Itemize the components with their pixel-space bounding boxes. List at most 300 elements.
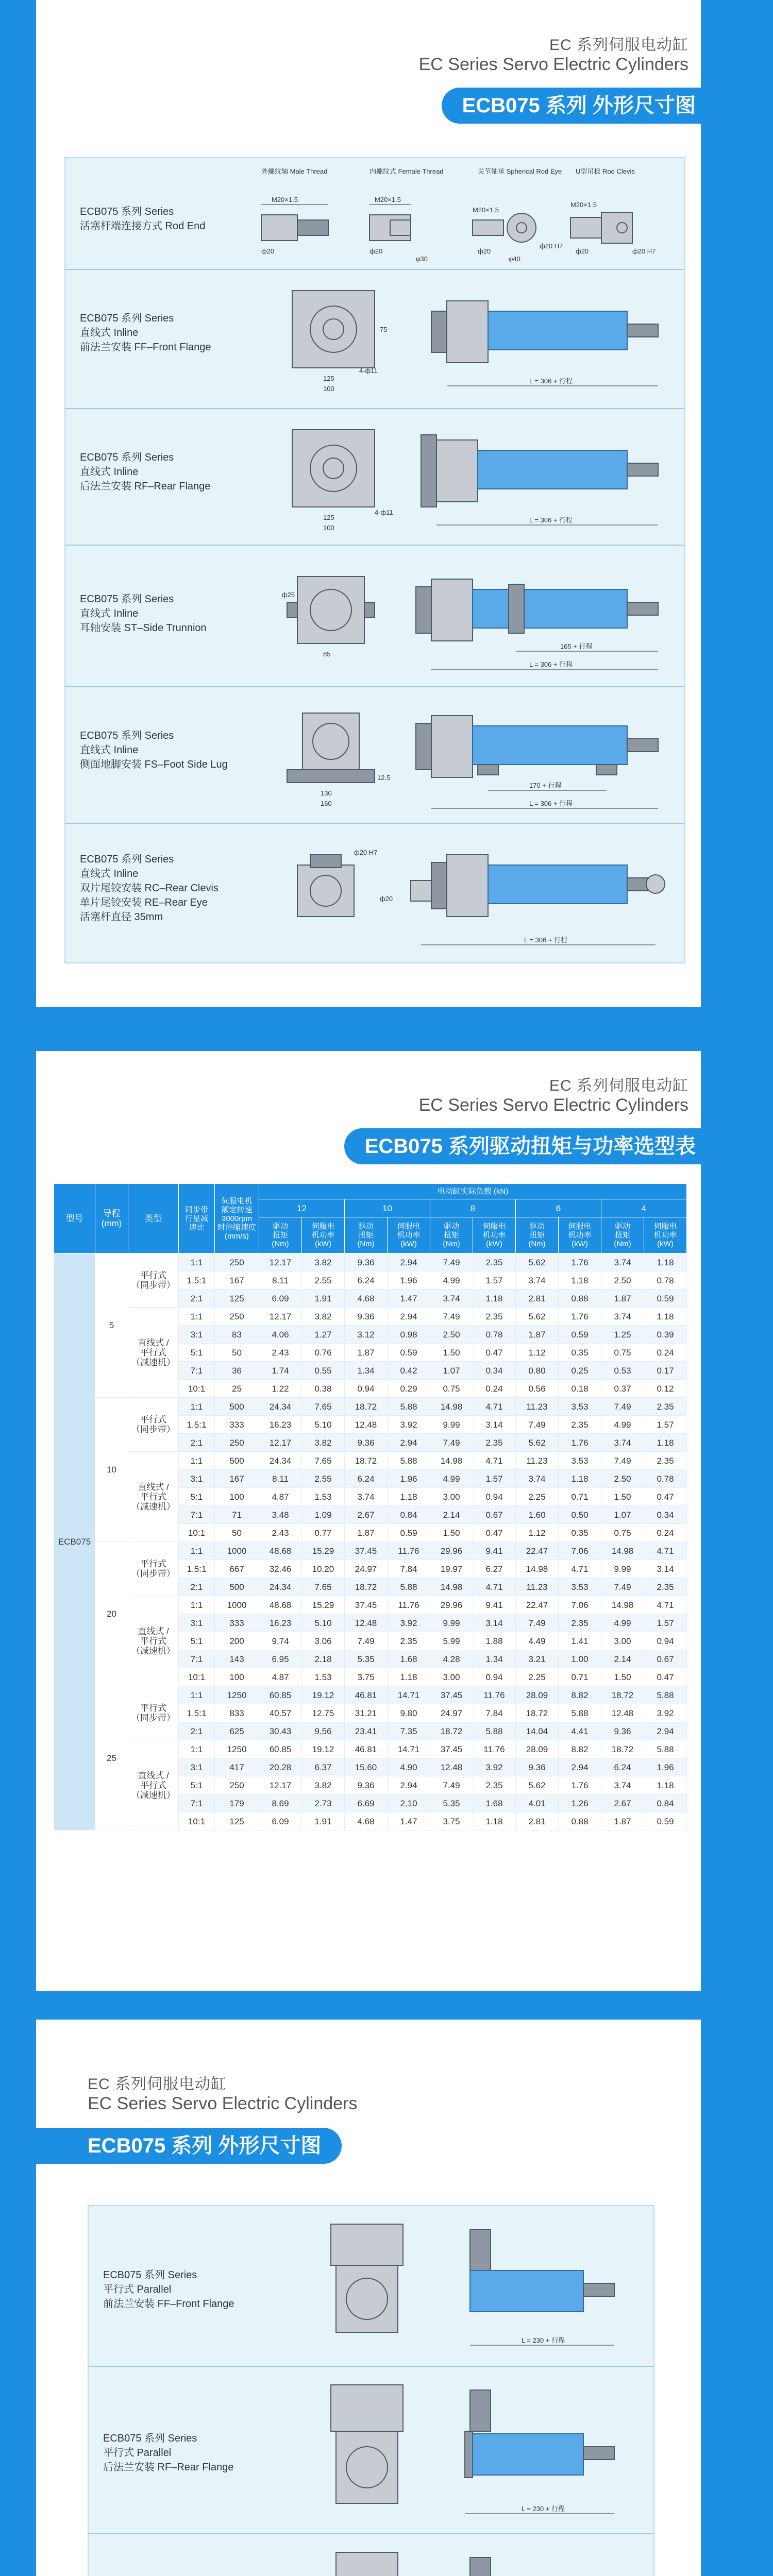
side-trunnion-drawing (282, 556, 674, 680)
ratio-cell: 1.5:1 (179, 1416, 215, 1434)
power-cell: 14.71 (388, 1740, 430, 1758)
torque-cell: 1.07 (601, 1506, 644, 1524)
torque-cell: 28.09 (516, 1686, 559, 1704)
power-cell: 1.91 (302, 1290, 345, 1308)
power-cell: 4.71 (644, 1596, 687, 1614)
power-cell: 1.68 (473, 1794, 516, 1812)
dim-75: 75 (380, 326, 388, 333)
table-row (54, 1253, 687, 1272)
power-cell: 0.71 (559, 1668, 601, 1686)
rod-end-label-clevis: U型吊板 Rod Clevis (576, 167, 635, 175)
power-cell: 3.92 (388, 1614, 430, 1632)
power-cell: 1.18 (644, 1434, 687, 1452)
power-cell: 0.88 (559, 1290, 601, 1308)
power-cell: 0.67 (644, 1650, 687, 1668)
ratio-cell: 2:1 (179, 1434, 215, 1452)
torque-cell: 5.99 (430, 1632, 473, 1650)
torque-cell: 24.34 (259, 1398, 302, 1416)
power-cell: 0.24 (644, 1524, 687, 1542)
torque-cell: 0.53 (601, 1362, 644, 1380)
torque-cell: 6.95 (259, 1650, 302, 1668)
torque-cell: 5.62 (516, 1776, 559, 1794)
torque-cell: 14.98 (516, 1560, 559, 1578)
power-cell: 1.18 (559, 1470, 601, 1488)
speed-cell: 100 (215, 1668, 259, 1686)
speed-cell: 36 (215, 1362, 259, 1380)
torque-cell: 12.17 (259, 1434, 302, 1452)
power-cell: 4.41 (559, 1722, 601, 1740)
speed-cell: 500 (215, 1398, 259, 1416)
torque-cell: 4.87 (259, 1668, 302, 1686)
ratio-cell: 1:1 (179, 1542, 215, 1560)
power-cell: 10.20 (302, 1560, 345, 1578)
power-cell: 5.88 (644, 1740, 687, 1758)
power-cell: 2.35 (644, 1578, 687, 1596)
power-cell: 9.41 (473, 1596, 516, 1614)
table-row (54, 1596, 687, 1614)
power-cell: 11.76 (388, 1596, 430, 1614)
torque-cell: 0.94 (345, 1380, 388, 1398)
torque-cell: 1.60 (516, 1506, 559, 1524)
power-cell: 0.94 (473, 1488, 516, 1506)
front-flange-row (65, 269, 684, 408)
torque-cell: 7.49 (430, 1434, 473, 1452)
type-inline-cell: 直线式 / 平行式 （减速机） (128, 1740, 179, 1831)
power-cell: 0.47 (473, 1344, 516, 1362)
section1-panel (64, 157, 685, 963)
sub-power: 伺服电 机功率 (kW) (644, 1217, 687, 1253)
type-inline-cell: 直线式 / 平行式 （减速机） (128, 1452, 179, 1542)
power-cell: 2.94 (388, 1253, 430, 1272)
power-cell: 1.18 (473, 1812, 516, 1831)
torque-cell: 4.68 (345, 1290, 388, 1308)
power-cell: 0.38 (302, 1380, 345, 1398)
torque-cell: 3.75 (430, 1812, 473, 1831)
torque-cell: 5.35 (345, 1650, 388, 1668)
power-cell: 1.18 (644, 1308, 687, 1326)
power-cell: 1.00 (559, 1650, 601, 1668)
dim-d20-d: ф20 (576, 247, 589, 255)
power-cell: 3.82 (302, 1308, 345, 1326)
dim-m20-a: M20×1.5 (272, 196, 298, 204)
power-cell: 2.94 (388, 1434, 430, 1452)
torque-cell: 4.06 (259, 1326, 302, 1344)
torque-cell: 1.07 (430, 1362, 473, 1380)
torque-cell: 14.04 (516, 1722, 559, 1740)
torque-cell: 8.11 (259, 1272, 302, 1290)
torque-cell: 18.72 (345, 1452, 388, 1470)
ratio-cell: 1.5:1 (179, 1704, 215, 1722)
speed-cell: 25 (215, 1380, 259, 1398)
power-cell: 15.29 (302, 1596, 345, 1614)
sub-power: 伺服电 机功率 (kW) (302, 1217, 345, 1253)
ratio-cell: 7:1 (179, 1506, 215, 1524)
power-cell: 7.06 (559, 1596, 601, 1614)
torque-cell: 3.74 (601, 1308, 644, 1326)
torque-cell: 14.98 (601, 1542, 644, 1560)
torque-cell: 2.43 (259, 1344, 302, 1362)
power-cell: 1.53 (302, 1668, 345, 1686)
power-cell: 0.47 (644, 1668, 687, 1686)
torque-cell: 6.24 (345, 1272, 388, 1290)
torque-cell: 24.34 (259, 1578, 302, 1596)
torque-cell: 6.24 (601, 1758, 644, 1776)
torque-cell: 2.14 (601, 1650, 644, 1668)
power-cell: 14.71 (388, 1686, 430, 1704)
dim-d20-b: ф20 (369, 247, 383, 255)
power-cell: 3.53 (559, 1398, 601, 1416)
power-cell: 3.92 (388, 1416, 430, 1434)
power-cell: 1.26 (559, 1794, 601, 1812)
type-parallel-cell: 平行式 （同步带） (128, 1398, 179, 1452)
power-cell: 5.88 (388, 1578, 430, 1596)
power-cell: 6.37 (302, 1758, 345, 1776)
torque-cell: 5.62 (516, 1253, 559, 1272)
sub-torque: 驱动 扭矩 (Nm) (516, 1217, 559, 1253)
torque-cell: 1.50 (430, 1344, 473, 1362)
power-cell: 2.10 (388, 1794, 430, 1812)
ratio-cell: 7:1 (179, 1650, 215, 1668)
dim-d20h7-b: ф20 H7 (632, 247, 656, 255)
speed-cell: 333 (215, 1416, 259, 1434)
speed-cell: 1000 (215, 1542, 259, 1560)
power-cell: 1.47 (388, 1812, 430, 1831)
power-cell: 3.92 (644, 1704, 687, 1722)
torque-cell: 16.23 (259, 1416, 302, 1434)
torque-cell: 3.74 (516, 1272, 559, 1290)
power-cell: 1.18 (644, 1253, 687, 1272)
ratio-cell: 1:1 (179, 1398, 215, 1416)
sub-torque: 驱动 扭矩 (Nm) (345, 1217, 388, 1253)
power-cell: 1.57 (644, 1416, 687, 1434)
power-cell: 0.84 (388, 1506, 430, 1524)
speed-cell: 179 (215, 1794, 259, 1812)
power-cell: 0.34 (473, 1362, 516, 1380)
power-cell: 11.76 (473, 1686, 516, 1704)
speed-cell: 125 (215, 1290, 259, 1308)
col-model: 型号 (54, 1184, 95, 1253)
lead-cell: 5 (95, 1253, 128, 1398)
torque-cell: 46.81 (345, 1740, 388, 1758)
torque-cell: 4.99 (430, 1470, 473, 1488)
power-cell: 19.12 (302, 1740, 345, 1758)
torque-cell: 18.72 (601, 1740, 644, 1758)
row-label: ECB075 系列 Series 活塞杆端连接方式 Rod End (80, 206, 206, 232)
power-cell: 1.88 (473, 1632, 516, 1650)
power-cell: 9.41 (473, 1542, 516, 1560)
torque-cell: 9.36 (345, 1434, 388, 1452)
spherical-eye-shape (473, 213, 536, 242)
torque-cell: 46.81 (345, 1686, 388, 1704)
power-cell: 2.35 (559, 1416, 601, 1434)
power-cell: 1.18 (644, 1776, 687, 1794)
speed-cell: 125 (215, 1812, 259, 1831)
type-inline-cell: 直线式 / 平行式 （减速机） (128, 1308, 179, 1398)
torque-cell: 9.36 (516, 1758, 559, 1776)
torque-cell: 0.37 (601, 1380, 644, 1398)
torque-cell: 9.99 (430, 1416, 473, 1434)
front-flange-drawing (282, 280, 674, 399)
lead-cell: 25 (95, 1686, 128, 1831)
dim-m20-b: M20×1.5 (375, 196, 401, 204)
stroke-length-2: 165 + 行程 (560, 642, 593, 650)
table-row (54, 1452, 687, 1470)
speed-cell: 833 (215, 1704, 259, 1722)
table-row (54, 1398, 687, 1416)
torque-cell: 3.74 (601, 1253, 644, 1272)
header-title-en: EC Series Servo Electric Cylinders (418, 55, 688, 74)
power-cell: 0.24 (644, 1344, 687, 1362)
power-cell: 0.59 (388, 1344, 430, 1362)
col-type: 类型 (128, 1184, 179, 1253)
power-cell: 1.18 (388, 1668, 430, 1686)
speed-cell: 167 (215, 1272, 259, 1290)
torque-cell: 1.50 (430, 1524, 473, 1542)
clevis-shape (570, 212, 632, 243)
rear-flange-drawing (282, 419, 674, 538)
dim-130: 130 (321, 789, 332, 797)
rod-end-label-female: 内螺纹式 Female Thread (369, 167, 444, 175)
dim-d20-c: ф20 (478, 247, 491, 255)
torque-cell: 22.47 (516, 1542, 559, 1560)
ratio-cell: 7:1 (179, 1362, 215, 1380)
power-cell: 1.27 (302, 1326, 345, 1344)
torque-cell: 4.99 (601, 1614, 644, 1632)
ratio-cell: 1:1 (179, 1740, 215, 1758)
torque-cell: 7.49 (430, 1253, 473, 1272)
type-parallel-cell: 平行式 （同步带） (128, 1542, 179, 1596)
power-cell: 0.47 (644, 1488, 687, 1506)
torque-cell: 9.36 (345, 1776, 388, 1794)
power-cell: 2.35 (644, 1398, 687, 1416)
torque-cell: 2.67 (601, 1794, 644, 1812)
ratio-cell: 5:1 (179, 1344, 215, 1362)
power-cell: 15.29 (302, 1542, 345, 1560)
torque-cell: 12.17 (259, 1776, 302, 1794)
power-cell: 0.88 (559, 1812, 601, 1831)
section3-sheet (36, 2020, 701, 2576)
dim-85: 85 (323, 650, 331, 658)
dim-d25: ф25 (282, 591, 295, 599)
model-cell: ECB075 (54, 1253, 95, 1831)
power-cell: 4.90 (388, 1758, 430, 1776)
torque-cell: 3.48 (259, 1506, 302, 1524)
dim-m20-d: M20×1.5 (570, 201, 597, 209)
power-cell: 0.42 (388, 1362, 430, 1380)
power-cell: 9.80 (388, 1704, 430, 1722)
ratio-cell: 10:1 (179, 1812, 215, 1831)
power-cell: 1.68 (388, 1650, 430, 1668)
torque-cell: 3.75 (345, 1668, 388, 1686)
power-cell: 0.59 (644, 1290, 687, 1308)
ratio-cell: 5:1 (179, 1776, 215, 1794)
load-8: 8 (430, 1199, 516, 1217)
torque-cell: 12.17 (259, 1253, 302, 1272)
power-cell: 1.18 (388, 1488, 430, 1506)
sub-torque: 驱动 扭矩 (Nm) (259, 1217, 302, 1253)
table-body (54, 1253, 687, 1831)
torque-cell: 37.45 (345, 1542, 388, 1560)
power-cell: 5.10 (302, 1614, 345, 1632)
sub-torque: 驱动 扭矩 (Nm) (601, 1217, 644, 1253)
rear-flange-row (65, 408, 684, 545)
torque-cell: 28.09 (516, 1740, 559, 1758)
table-row (54, 1308, 687, 1326)
power-cell: 5.88 (559, 1704, 601, 1722)
section3-header (88, 2071, 357, 2114)
dim-holes: 4-ф11 (359, 367, 378, 375)
power-cell: 11.76 (388, 1542, 430, 1560)
torque-cell: 2.50 (430, 1326, 473, 1344)
sub-power: 伺服电 机功率 (kW) (473, 1217, 516, 1253)
power-cell: 1.34 (473, 1650, 516, 1668)
torque-cell: 9.99 (601, 1560, 644, 1578)
dim-160: 160 (321, 800, 332, 807)
torque-cell: 1.87 (601, 1812, 644, 1831)
power-cell: 2.18 (302, 1650, 345, 1668)
torque-cell: 37.45 (430, 1686, 473, 1704)
torque-cell: 7.49 (516, 1416, 559, 1434)
torque-cell: 5.62 (516, 1434, 559, 1452)
power-cell: 1.18 (559, 1272, 601, 1290)
power-cell: 0.55 (302, 1362, 345, 1380)
header-title-en: EC Series Servo Electric Cylinders (418, 1095, 688, 1115)
torque-cell: 6.09 (259, 1812, 302, 1831)
power-cell: 7.65 (302, 1578, 345, 1596)
stroke-length: L = 306 + 行程 (524, 936, 568, 944)
power-cell: 0.18 (559, 1380, 601, 1398)
power-cell: 1.09 (302, 1506, 345, 1524)
power-cell: 2.94 (388, 1776, 430, 1794)
power-cell: 7.65 (302, 1452, 345, 1470)
power-cell: 1.18 (473, 1290, 516, 1308)
ratio-cell: 10:1 (179, 1668, 215, 1686)
torque-cell: 23.41 (345, 1722, 388, 1740)
torque-power-table (54, 1183, 687, 1831)
rod-end-label-male: 外螺纹轴 Male Thread (261, 167, 328, 175)
rod-end-drawing (251, 163, 674, 266)
row-label: ECB075 系列 Series 平行式 Parallel 前法兰安装 FF–Front Flange (103, 2269, 234, 2310)
power-cell: 0.50 (559, 1506, 601, 1524)
speed-cell: 250 (215, 1253, 259, 1272)
ratio-cell: 1:1 (179, 1686, 215, 1704)
power-cell: 2.35 (473, 1776, 516, 1794)
torque-cell: 3.74 (601, 1776, 644, 1794)
torque-cell: 2.43 (259, 1524, 302, 1542)
power-cell: 3.82 (302, 1434, 345, 1452)
torque-cell: 9.99 (430, 1614, 473, 1632)
torque-cell: 6.69 (345, 1794, 388, 1812)
power-cell: 0.12 (644, 1380, 687, 1398)
row-label: ECB075 系列 Series 直线式 Inline 耳轴安装 ST–Side Trunnion (80, 594, 207, 634)
torque-cell: 7.49 (601, 1578, 644, 1596)
ratio-cell: 1.5:1 (179, 1560, 215, 1578)
type-parallel-cell: 平行式 （同步带） (128, 1253, 179, 1308)
power-cell: 5.88 (644, 1686, 687, 1704)
torque-cell: 4.28 (430, 1650, 473, 1668)
torque-cell: 2.25 (516, 1488, 559, 1506)
torque-cell: 12.48 (345, 1416, 388, 1434)
col-speed: 伺服电机 额定转速 3000rpm 时伸缩速度 (mm/s) (215, 1184, 259, 1253)
foot-lug-row (65, 686, 684, 823)
power-cell: 1.76 (559, 1308, 601, 1326)
row-label: ECB075 系列 Series 直线式 Inline 侧面地脚安装 FS–Foot Side Lug (80, 730, 228, 770)
torque-cell: 9.74 (259, 1632, 302, 1650)
speed-cell: 83 (215, 1326, 259, 1344)
torque-cell: 48.68 (259, 1542, 302, 1560)
parallel-rear-flange-drawing (315, 2375, 645, 2529)
section1-title: ECB075 系列 外形尺寸图 (442, 88, 701, 124)
ratio-cell: 1.5:1 (179, 1272, 215, 1290)
dim-d20h7: ф20 H7 (354, 849, 378, 856)
torque-cell: 6.09 (259, 1290, 302, 1308)
torque-cell: 0.56 (516, 1380, 559, 1398)
torque-cell: 2.67 (345, 1506, 388, 1524)
torque-cell: 18.72 (601, 1686, 644, 1704)
row-label: ECB075 系列 Series 直线式 Inline 前法兰安装 FF–Front Flange (80, 313, 211, 353)
torque-cell: 20.28 (259, 1758, 302, 1776)
power-cell: 3.14 (644, 1560, 687, 1578)
row-label: ECB075 系列 Series 平行式 Parallel 后法兰安装 RF–Rear Flange (103, 2433, 234, 2473)
power-cell: 3.14 (473, 1416, 516, 1434)
speed-cell: 1250 (215, 1740, 259, 1758)
torque-cell: 1.12 (516, 1524, 559, 1542)
power-cell: 19.12 (302, 1686, 345, 1704)
ratio-cell: 3:1 (179, 1470, 215, 1488)
dim-125: 125 (323, 375, 334, 382)
load-6: 6 (516, 1199, 601, 1217)
torque-cell: 29.96 (430, 1542, 473, 1560)
stroke-length: L = 230 + 行程 (522, 2336, 565, 2344)
torque-cell: 18.72 (430, 1722, 473, 1740)
dim-d30: φ30 (416, 255, 428, 263)
dim-d40: φ40 (509, 255, 520, 263)
speed-cell: 625 (215, 1722, 259, 1740)
speed-cell: 200 (215, 1632, 259, 1650)
power-cell: 1.57 (644, 1614, 687, 1632)
load-4: 4 (601, 1199, 687, 1217)
torque-cell: 1.50 (601, 1668, 644, 1686)
torque-cell: 37.45 (345, 1596, 388, 1614)
power-cell: 0.24 (473, 1380, 516, 1398)
power-cell: 0.94 (644, 1632, 687, 1650)
type-inline-cell: 直线式 / 平行式 （减速机） (128, 1596, 179, 1686)
power-cell: 0.59 (388, 1524, 430, 1542)
torque-cell: 1.87 (601, 1290, 644, 1308)
torque-cell: 11.23 (516, 1578, 559, 1596)
torque-cell: 3.74 (345, 1488, 388, 1506)
parallel-rear-flange-row (89, 2366, 653, 2533)
power-cell: 1.96 (388, 1470, 430, 1488)
torque-cell: 16.23 (259, 1614, 302, 1632)
ratio-cell: 10:1 (179, 1380, 215, 1398)
speed-cell: 333 (215, 1614, 259, 1632)
torque-cell: 7.49 (601, 1398, 644, 1416)
torque-cell: 7.49 (516, 1614, 559, 1632)
ratio-cell: 5:1 (179, 1632, 215, 1650)
power-cell: 2.73 (302, 1794, 345, 1812)
power-cell: 3.53 (559, 1578, 601, 1596)
ratio-cell: 3:1 (179, 1614, 215, 1632)
torque-cell: 7.49 (430, 1308, 473, 1326)
torque-cell: 22.47 (516, 1596, 559, 1614)
torque-cell: 2.50 (601, 1470, 644, 1488)
power-cell: 2.35 (473, 1253, 516, 1272)
header-title-cn: EC 系列伺服电动缸 (88, 2076, 227, 2093)
power-cell: 0.39 (644, 1326, 687, 1344)
torque-cell: 1.34 (345, 1362, 388, 1380)
torque-cell: 48.68 (259, 1596, 302, 1614)
